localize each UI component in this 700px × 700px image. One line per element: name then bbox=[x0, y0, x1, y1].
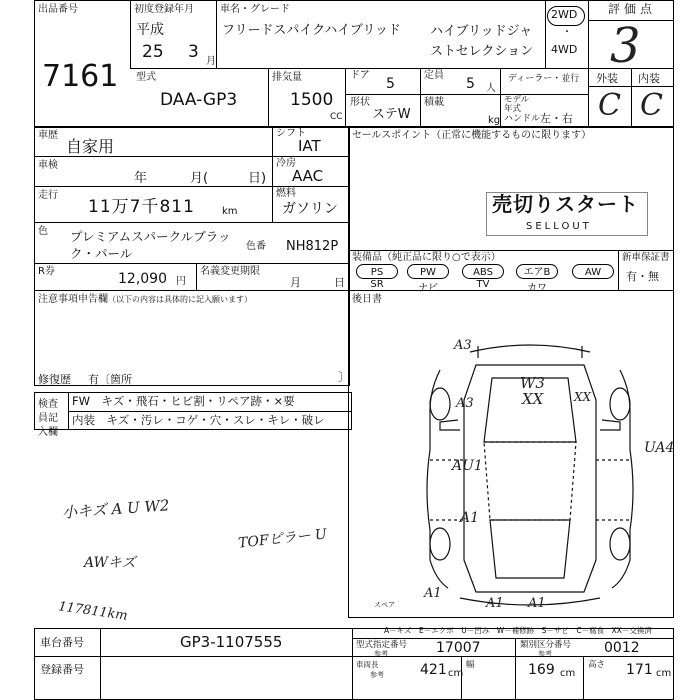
damage-legend: A－キズ E－エクボ U－凹み W－補修跡 S－サビ C－腐食 XX－交換済 bbox=[384, 626, 652, 635]
width-unit: cm bbox=[560, 668, 576, 679]
mileage: 11万7千811 bbox=[88, 197, 195, 217]
reg-month: 3 bbox=[188, 42, 199, 62]
divider bbox=[68, 411, 352, 412]
repair-close: 〕 bbox=[338, 370, 351, 384]
width: 169 bbox=[528, 662, 555, 678]
grade: ハイブリッドジャストセレクション bbox=[430, 24, 534, 59]
drive-sep: ・ bbox=[562, 27, 572, 38]
option-pw: PW bbox=[407, 264, 449, 279]
interior-label: 内装 bbox=[638, 72, 660, 85]
diag-a3-front: A3 bbox=[454, 338, 472, 353]
inspection-day: 日) bbox=[248, 171, 267, 186]
option-abs: ABS bbox=[462, 264, 504, 279]
displacement: 1500 bbox=[290, 90, 334, 110]
note-aw: AWキズ bbox=[84, 555, 136, 571]
divider bbox=[618, 250, 619, 290]
inspector-label: 検査員記入欄 bbox=[38, 399, 58, 438]
divider bbox=[348, 250, 674, 251]
month-unit: 月 bbox=[206, 56, 216, 67]
divider bbox=[348, 290, 674, 291]
diag-ua4: UA4 bbox=[644, 440, 675, 456]
capacity-label: 定員 bbox=[424, 70, 444, 81]
history: 自家用 bbox=[66, 137, 115, 156]
divider bbox=[268, 68, 269, 128]
chassis-label: 車台番号 bbox=[40, 636, 84, 649]
diag-a1-rear: A1 bbox=[424, 586, 442, 601]
displacement-label: 排気量 bbox=[272, 72, 302, 83]
note-scratch: 小キズ A U W2 bbox=[61, 496, 170, 522]
km-unit: km bbox=[222, 206, 238, 217]
sellout-stamp-jp: 売切りスタート bbox=[492, 192, 639, 216]
divider bbox=[34, 222, 350, 223]
class-label: 類別区分番号 bbox=[520, 640, 572, 650]
score: 3 bbox=[610, 18, 641, 74]
lot-number: 7161 bbox=[42, 59, 119, 94]
divider bbox=[216, 0, 217, 68]
shift-label: シフト bbox=[276, 128, 306, 139]
car-name: フリードスパイクハイブリッド bbox=[222, 23, 401, 38]
lot-label: 出品番号 bbox=[38, 4, 78, 15]
caution-label: 注意事項申告欄 bbox=[38, 294, 108, 305]
diag-a1-bumper-2: A1 bbox=[528, 596, 546, 611]
divider bbox=[500, 68, 501, 128]
mileage-label: 走行 bbox=[38, 190, 58, 201]
yen-unit: 円 bbox=[176, 276, 186, 287]
height-unit: cm bbox=[656, 668, 672, 679]
reg-number-label: 登録番号 bbox=[40, 663, 84, 676]
option-sr: SR bbox=[370, 279, 384, 290]
fw-line: FW キズ・飛石・ヒビ割・リペア跡・×要 bbox=[72, 394, 295, 408]
warranty: 有・無 bbox=[626, 270, 659, 283]
note-mileage: 117811km bbox=[57, 599, 129, 624]
kg-unit: kg bbox=[488, 115, 501, 126]
back-seat-label: 後日書 bbox=[352, 294, 382, 305]
length: 421 bbox=[420, 662, 447, 678]
diag-xx: XX bbox=[522, 390, 544, 408]
option-leather: カワ bbox=[527, 283, 547, 294]
divider bbox=[352, 638, 674, 639]
divider bbox=[583, 656, 584, 700]
length-label: 車両長 bbox=[356, 660, 379, 669]
diag-a1-door: A1 bbox=[460, 510, 480, 526]
inspection-year: 年 bbox=[134, 171, 148, 186]
shape-label: 形状 bbox=[350, 97, 370, 108]
divider bbox=[34, 290, 350, 291]
note-pillar: TOFピラー U bbox=[237, 526, 328, 552]
repair-label: 修復歴 bbox=[38, 373, 71, 386]
handle: 左・右 bbox=[540, 112, 573, 125]
height-label: 高さ bbox=[588, 660, 606, 670]
persons-unit: 人 bbox=[486, 83, 496, 94]
fuel: ガソリン bbox=[282, 201, 338, 217]
chassis-number: GP3-1107555 bbox=[180, 633, 283, 651]
divider bbox=[272, 126, 273, 222]
class-ref: 参考 bbox=[538, 650, 552, 658]
fuel-label: 燃料 bbox=[276, 188, 296, 199]
option-airbag: エアB bbox=[516, 264, 558, 279]
model-year-label: モデル年式 bbox=[504, 95, 530, 114]
score-label: 評価点 bbox=[608, 2, 657, 16]
color-label: 色 bbox=[38, 226, 48, 237]
name-change-month: 月 bbox=[290, 276, 301, 289]
handle-label: ハンドル bbox=[504, 114, 541, 124]
selling-points-label: セールスポイント（正常に機能するものに限ります） bbox=[352, 130, 592, 141]
capacity: 5 bbox=[466, 76, 475, 92]
divider bbox=[345, 68, 346, 128]
divider bbox=[130, 68, 674, 69]
color-code-label: 色番 bbox=[246, 241, 266, 252]
height: 171 bbox=[626, 662, 653, 678]
reg-year: 25 bbox=[142, 42, 164, 62]
diag-xx-right: XX bbox=[574, 390, 592, 404]
diag-a1-bumper: A1 bbox=[486, 596, 504, 611]
length-unit: cm bbox=[448, 668, 464, 679]
first-reg-label: 初度登録年月 bbox=[134, 4, 194, 15]
divider bbox=[515, 638, 516, 700]
era: 平成 bbox=[136, 22, 164, 38]
shift: IAT bbox=[298, 137, 321, 155]
diag-w3: W3 bbox=[520, 374, 545, 392]
load-label: 積載 bbox=[424, 97, 444, 108]
repair-value: 有〔箇所 bbox=[88, 373, 132, 386]
divider bbox=[420, 68, 421, 128]
color: プレミアムスパークルブラック・パール bbox=[70, 229, 231, 261]
drive-4wd: 4WD bbox=[551, 43, 578, 56]
divider bbox=[34, 656, 352, 657]
inspection-label: 車検 bbox=[38, 160, 58, 171]
spare-label: スペア bbox=[374, 601, 395, 609]
car-name-label: 車名・グレード bbox=[220, 4, 290, 15]
shape: ステW bbox=[372, 107, 411, 122]
option-ps: PS bbox=[356, 264, 398, 279]
class-number: 0012 bbox=[604, 640, 640, 656]
type-cert: 17007 bbox=[436, 640, 481, 656]
history-label: 車歴 bbox=[38, 130, 58, 141]
divider bbox=[130, 0, 131, 68]
length-ref: 参考 bbox=[370, 671, 384, 679]
equipment-label: 装備品（純正品に限り○で表示） bbox=[352, 252, 501, 263]
dealer-label: ディーラー・並行 bbox=[508, 74, 580, 84]
type-cert-label: 型式指定番号 bbox=[356, 640, 408, 650]
exterior-grade: C bbox=[598, 88, 621, 123]
doors-label: ドア bbox=[350, 70, 370, 81]
doors: 5 bbox=[386, 76, 395, 92]
name-change-label: 名義変更期限 bbox=[200, 266, 260, 277]
option-tv: TV bbox=[476, 279, 490, 290]
divider bbox=[196, 263, 197, 290]
ac-label: 冷房 bbox=[276, 158, 296, 169]
name-change-day: 日 bbox=[334, 276, 345, 289]
type-cert-ref: 参考 bbox=[374, 650, 388, 658]
option-aw: AW bbox=[572, 264, 614, 279]
divider bbox=[34, 156, 350, 157]
warranty-label: 新車保証書 bbox=[622, 252, 670, 263]
ac: AAC bbox=[292, 167, 324, 185]
divider bbox=[34, 263, 350, 264]
sellout-stamp-en: SELLOUT bbox=[526, 221, 592, 232]
recycle-label: R券 bbox=[38, 266, 55, 277]
inspection-month: 月( bbox=[190, 171, 209, 186]
width-label: 幅 bbox=[466, 660, 475, 670]
interior-line: 内装 キズ・汚レ・コゲ・穴・スレ・キレ・破レ bbox=[72, 413, 325, 427]
divider bbox=[545, 0, 546, 68]
recycle: 12,090 bbox=[118, 271, 167, 287]
model: DAA-GP3 bbox=[160, 90, 238, 110]
caution-hint: （以下の内容は具体的に記入願います） bbox=[108, 295, 252, 304]
option-navi: ナビ bbox=[418, 283, 438, 294]
drive-2wd: 2WD bbox=[551, 8, 578, 21]
interior-grade: C bbox=[640, 88, 663, 123]
exterior-label: 外装 bbox=[596, 72, 618, 85]
color-code: NH812P bbox=[286, 239, 339, 254]
cc-unit: CC bbox=[330, 112, 343, 122]
model-label: 型式 bbox=[136, 72, 156, 83]
diag-a3-left: A3 bbox=[456, 396, 474, 411]
divider bbox=[631, 68, 632, 128]
diag-au1: AU1 bbox=[452, 458, 483, 474]
divider bbox=[100, 628, 101, 700]
divider bbox=[345, 94, 588, 95]
